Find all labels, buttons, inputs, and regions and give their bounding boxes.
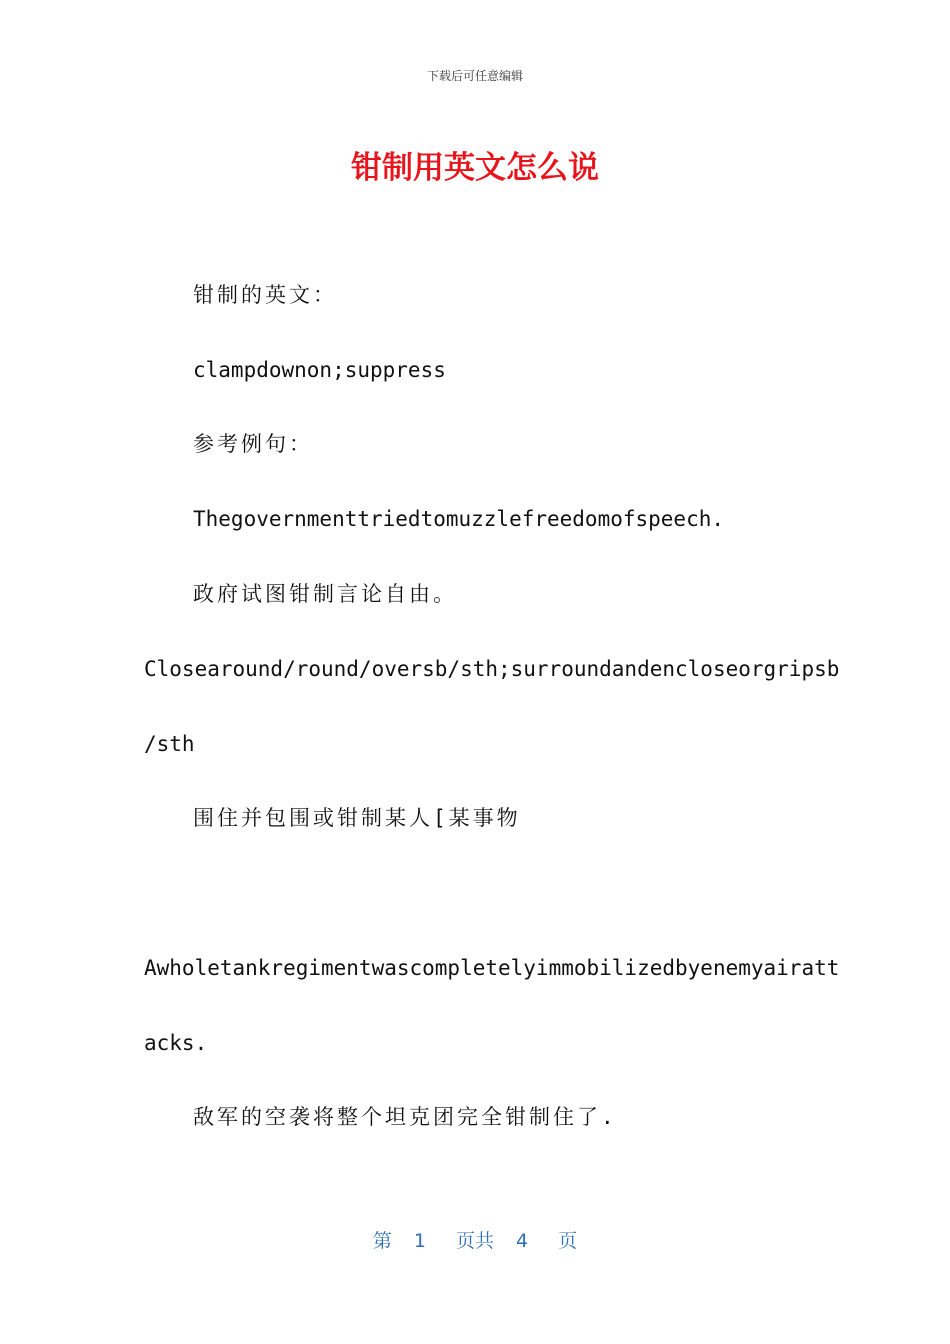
footer-page-prefix: 第	[372, 1230, 392, 1252]
footer-total-pages: 4	[516, 1230, 529, 1252]
example2-line-2: acks.	[144, 1031, 208, 1055]
definition-line-2: /sth	[144, 732, 195, 756]
example-sentence-en: Thegovernmenttriedtomuzzlefreedomofspeech.	[193, 507, 725, 531]
example2-line-1: Awholetankregimentwascompletelyimmobilizedbyenemyairatt	[144, 956, 840, 980]
paragraph-label-english: 钳制的英文：	[193, 283, 337, 307]
example-sentence-zh: 政府试图钳制言论自由。	[193, 582, 457, 606]
document-title: 钳制用英文怎么说	[351, 150, 599, 186]
paragraph-label-examples: 参考例句：	[193, 432, 313, 456]
definition-line-1: Closearound/round/oversb/sth;surroundandencloseorgripsb	[144, 657, 840, 681]
paragraph-translation: clampdownon;suppress	[193, 358, 446, 382]
header-note: 下载后可任意编辑	[426, 69, 523, 83]
example2-translation: 敌军的空袭将整个坦克团完全钳制住了.	[193, 1105, 617, 1129]
page-footer	[0, 1226, 950, 1253]
definition-translation: 围住并包围或钳制某人[某事物	[193, 806, 521, 830]
footer-page-suffix: 页	[558, 1230, 578, 1252]
footer-current-page: 1	[413, 1230, 426, 1252]
footer-page-mid: 页共	[455, 1230, 494, 1252]
